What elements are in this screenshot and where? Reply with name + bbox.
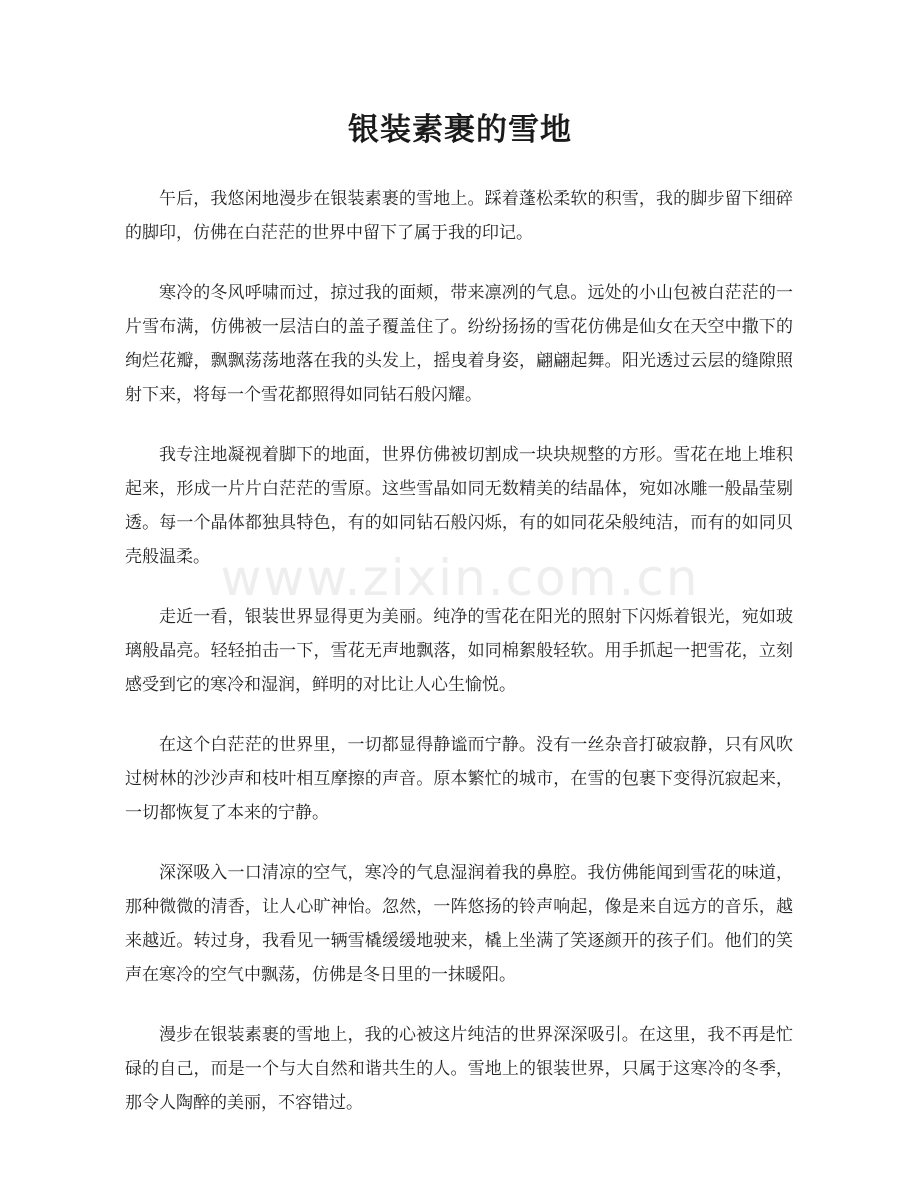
- paragraph-6: 深深吸入一口清凉的空气，寒冷的气息湿润着我的鼻腔。我仿佛能闻到雪花的味道，那种微微的清香，让人心旷神怡。忽然，一阵悠扬的铃声响起，像是来自远方的音乐，越来越近。转过身，我看见一辆雪橇缓缓地驶来，橇上坐满了笑逐颜开的孩子们。他们的笑声在寒冷的空气中飘荡，仿佛是冬日里的一抹暖阳。: [125, 863, 793, 985]
- paragraph-5: 在这个白茫茫的世界里，一切都显得静谧而宁静。没有一丝杂音打破寂静，只有风吹过树林的沙沙声和枝叶相互摩擦的声音。原本繁忙的城市，在雪的包裹下变得沉寂起来，一切都恢复了本来的宁静。: [125, 735, 793, 823]
- watermark: www.zixin.com.cn: [220, 549, 700, 607]
- paragraph-4: 走近一看，银装世界显得更为美丽。纯净的雪花在阳光的照射下闪烁着银光，宛如玻璃般晶亮。轻轻拍击一下，雪花无声地飘落，如同棉絮般轻软。用手抓起一把雪花，立刻感受到它的寒冷和湿润，鲜明的对比让人心生愉悦。: [125, 607, 793, 695]
- paragraph-7: 漫步在银装素裹的雪地上，我的心被这片纯洁的世界深深吸引。在这里，我不再是忙碌的自己，而是一个与大自然和谐共生的人。雪地上的银装世界，只属于这寒冷的冬季，那令人陶醉的美丽，不容错过。: [125, 1025, 793, 1113]
- paragraph-2: 寒冷的冬风呼啸而过，掠过我的面颊，带来凛冽的气息。远处的小山包被白茫茫的一片雪布满，仿佛被一层洁白的盖子覆盖住了。纷纷扬扬的雪花仿佛是仙女在天空中撒下的绚烂花瓣，飘飘荡荡地落在我的头发上，摇曳着身姿，翩翩起舞。阳光透过云层的缝隙照射下来，将每一个雪花都照得如同钻石般闪耀。: [125, 283, 793, 405]
- document-body: [125, 182, 793, 1146]
- paragraph-1: 午后，我悠闲地漫步在银装素裹的雪地上。踩着蓬松柔软的积雪，我的脚步留下细碎的脚印，仿佛在白茫茫的世界中留下了属于我的印记。: [125, 189, 793, 243]
- paragraph-3: 我专注地凝视着脚下的地面，世界仿佛被切割成一块块规整的方形。雪花在地上堆积起来，形成一片片白茫茫的雪原。这些雪晶如同无数精美的结晶体，宛如冰雕一般晶莹剔透。每一个晶体都独具特色，有的如同钻石般闪烁，有的如同花朵般纯洁，而有的如同贝壳般温柔。: [125, 445, 793, 567]
- document-title: 银装素裹的雪地: [348, 112, 572, 148]
